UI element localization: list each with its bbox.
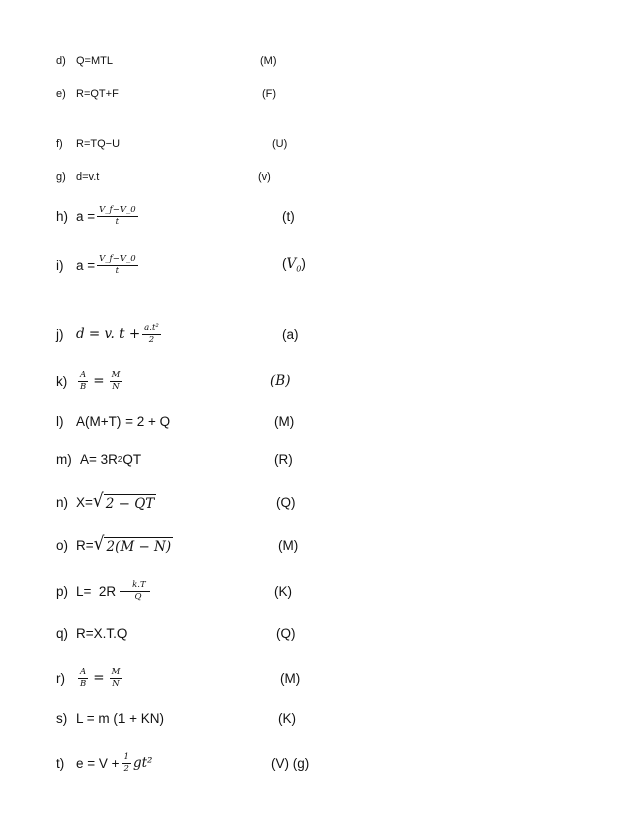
equation-row-o <box>56 534 618 556</box>
equation-term: gt² <box>132 755 153 771</box>
fraction <box>142 323 161 346</box>
radical-sign: √ <box>93 532 105 555</box>
item-label: j) <box>56 326 64 342</box>
fraction <box>97 205 137 228</box>
equation <box>76 254 140 277</box>
equation-prefix: X= <box>76 494 93 510</box>
equation-suffix: QT <box>122 452 142 467</box>
solve-for: (K) <box>274 583 292 599</box>
equation-row-h <box>56 203 618 229</box>
equation <box>80 452 141 467</box>
item-label: d) <box>56 55 66 67</box>
equation-row-f <box>56 138 618 150</box>
fraction-denominator: Q <box>134 591 142 602</box>
solve-for: (Q) <box>276 626 296 641</box>
solve-for: (M) <box>280 670 301 686</box>
solve-for <box>282 256 306 274</box>
solve-for-open: ( <box>282 256 287 272</box>
solve-for: (v) <box>258 171 271 183</box>
equation <box>76 489 156 512</box>
equation-row-k <box>56 367 618 395</box>
equation-row-n <box>56 491 618 513</box>
equation: R=QT+F <box>76 88 119 100</box>
equation-row-j <box>56 319 618 349</box>
fraction-numerator: 1 <box>123 751 129 762</box>
equation: L = m (1 + KN) <box>76 711 165 726</box>
square-root <box>93 532 174 555</box>
square-root <box>92 489 156 512</box>
solve-for: (M) <box>260 55 277 67</box>
item-label: n) <box>56 494 69 510</box>
fraction-denominator: 2 <box>148 334 155 345</box>
solve-for-subscript: 0 <box>296 264 302 274</box>
item-label: i) <box>56 257 64 273</box>
equation-row-d <box>56 55 618 67</box>
equation: R=TQ−U <box>76 138 121 150</box>
equation <box>76 370 124 393</box>
fraction-left <box>78 370 88 393</box>
fraction-denominator: N <box>112 678 120 689</box>
equation-row-l <box>56 414 618 429</box>
equation-main: d = v. t + <box>76 326 141 342</box>
equation-prefix: e = V + <box>76 755 120 771</box>
item-label: k) <box>56 373 68 389</box>
item-label: r) <box>56 670 65 686</box>
equation <box>76 667 124 690</box>
fraction-numerator: a.t² <box>144 322 159 333</box>
equation-prefix: R= <box>76 537 94 553</box>
solve-for: (t) <box>282 208 295 224</box>
equals-sign: = <box>93 373 105 389</box>
equation <box>76 580 152 603</box>
equation-row-q <box>56 626 618 641</box>
item-label: e) <box>56 88 66 100</box>
item-label: g) <box>56 171 66 183</box>
fraction-right <box>110 667 123 690</box>
item-label: h) <box>56 208 69 224</box>
equation: A(M+T) = 2 + Q <box>76 414 171 429</box>
fraction-numerator: M <box>111 666 121 677</box>
equation-superscript: 2 <box>117 455 123 464</box>
fraction <box>122 752 131 775</box>
equation <box>76 752 152 775</box>
equation-prefix: a = <box>76 208 96 224</box>
fraction-denominator: B <box>80 381 87 392</box>
fraction-denominator: B <box>80 678 87 689</box>
item-label: m) <box>56 452 72 467</box>
equation-row-m <box>56 452 618 467</box>
item-label: s) <box>56 711 68 726</box>
equation-row-r <box>56 664 618 692</box>
radical-sign: √ <box>92 489 104 512</box>
equals-sign: = <box>93 670 105 686</box>
equation-row-e <box>56 88 618 100</box>
solve-for: (K) <box>278 711 296 726</box>
solve-for: (V) (g) <box>271 755 310 771</box>
equation <box>76 323 163 346</box>
equation-row-t <box>56 750 618 776</box>
equation-row-g <box>56 171 618 183</box>
fraction-numerator: k.T <box>120 580 150 592</box>
fraction-numerator: M <box>111 369 121 380</box>
radicand: 2 − QT <box>105 496 155 512</box>
fraction-denominator: 2 <box>123 763 129 774</box>
item-label: o) <box>56 537 69 553</box>
fraction <box>120 580 150 603</box>
fraction-denominator: t <box>115 265 120 276</box>
fraction-denominator: N <box>112 381 120 392</box>
equation <box>76 532 173 555</box>
fraction-numerator: A <box>80 666 87 677</box>
fraction-denominator: t <box>115 216 120 227</box>
item-label: t) <box>56 755 65 771</box>
fraction-numerator: V_f−V_0 <box>99 204 136 215</box>
solve-for: (B) <box>270 373 291 389</box>
item-label: f) <box>56 138 63 150</box>
equation <box>76 205 140 228</box>
solve-for: (F) <box>262 88 277 100</box>
equation-prefix: A= 3R <box>80 452 118 467</box>
equation: R=X.T.Q <box>76 626 128 641</box>
equation-row-i <box>56 252 618 278</box>
item-label: p) <box>56 583 69 599</box>
solve-for-close: ) <box>301 256 306 272</box>
fraction-numerator: V_f−V_0 <box>99 253 136 264</box>
equation: Q=MTL <box>76 55 113 67</box>
fraction-left <box>78 667 88 690</box>
equation-prefix: a = <box>76 257 96 273</box>
equation-row-s <box>56 711 618 726</box>
solve-for: (M) <box>278 537 299 553</box>
radicand: 2(M − N) <box>106 539 172 555</box>
solve-for: (a) <box>282 326 299 342</box>
fraction-right <box>110 370 123 393</box>
fraction-numerator: A <box>80 369 87 380</box>
solve-for: (Q) <box>276 494 296 510</box>
fraction <box>97 254 137 277</box>
equation: d=v.t <box>76 171 100 183</box>
solve-for-variable: V <box>286 256 297 273</box>
solve-for: (M) <box>274 414 295 429</box>
item-label: l) <box>56 414 64 429</box>
item-label: q) <box>56 626 69 641</box>
equation-prefix: L= 2R <box>76 583 117 599</box>
solve-for: (R) <box>274 452 293 467</box>
equation-row-p <box>56 577 618 605</box>
solve-for: (U) <box>272 138 288 150</box>
